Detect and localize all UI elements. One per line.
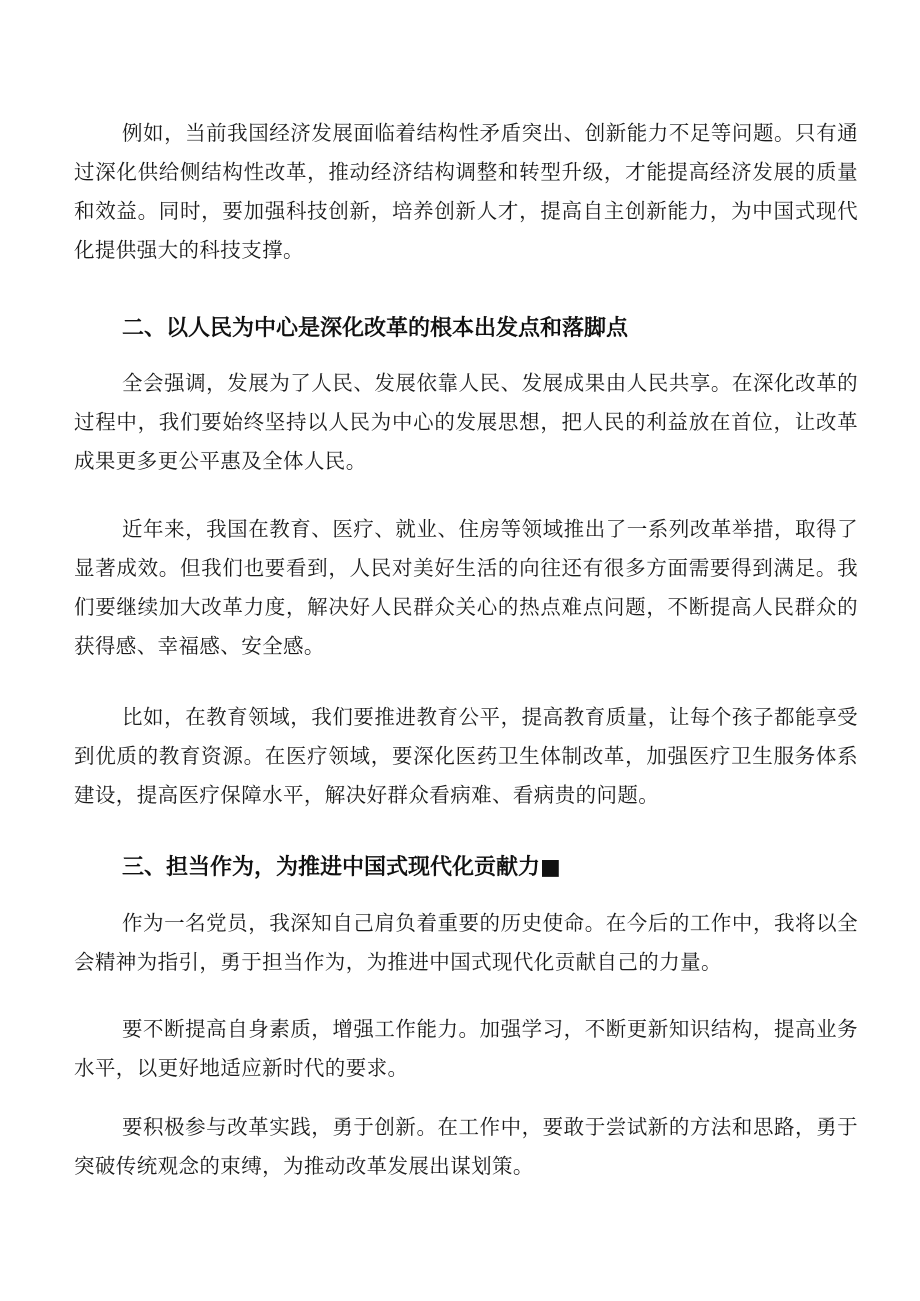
- paragraph-party-member: 作为一名党员，我深知自己肩负着重要的历史使命。在今后的工作中，我将以全会精神为指引，勇于担当作为，为推进中国式现代化贡献自己的力量。: [74, 911, 858, 974]
- section-heading-take-responsibility: 三、担当作为，为推进中国式现代化贡献力■: [122, 855, 561, 880]
- paragraph-self-improvement: 要不断提高自身素质，增强工作能力。加强学习，不断更新知识结构，提高业务水平，以更好地适应新时代的要求。: [74, 1017, 858, 1080]
- paragraph-plenary-emphasis: 全会强调，发展为了人民、发展依靠人民、发展成果由人民共享。在深化改革的过程中，我们要始终坚持以人民为中心的发展思想，把人民的利益放在首位，让改革成果更多更公平惠及全体人民。: [74, 371, 858, 473]
- section-heading-people-centered: 二、以人民为中心是深化改革的根本出发点和落脚点: [122, 316, 629, 341]
- paragraph-reform-practice: 要积极参与改革实践，勇于创新。在工作中，要敢于尝试新的方法和思路，勇于突破传统观念的束缚，为推动改革发展出谋划策。: [74, 1115, 858, 1178]
- paragraph-recent-reforms: 近年来，我国在教育、医疗、就业、住房等领域推出了一系列改革举措，取得了显著成效。但我们也要看到，人民对美好生活的向往还有很多方面需要得到满足。我们要继续加大改革力度，解决好人民群众关心的热点难点问题，不断提高人民群众的获得感、幸福感、安全感。: [74, 517, 858, 658]
- paragraph-economic-development: 例如，当前我国经济发展面临着结构性矛盾突出、创新能力不足等问题。只有通过深化供给侧结构性改革，推动经济结构调整和转型升级，才能提高经济发展的质量和效益。同时，要加强科技创新，培养创新人才，提高自主创新能力，为中国式现代化提供强大的科技支撑。: [74, 121, 858, 262]
- paragraph-education-medical: 比如，在教育领域，我们要推进教育公平，提高教育质量，让每个孩子都能享受到优质的教育资源。在医疗领域，要深化医药卫生体制改革，加强医疗卫生服务体系建设，提高医疗保障水平，解决好群众看病难、看病贵的问题。: [74, 705, 858, 807]
